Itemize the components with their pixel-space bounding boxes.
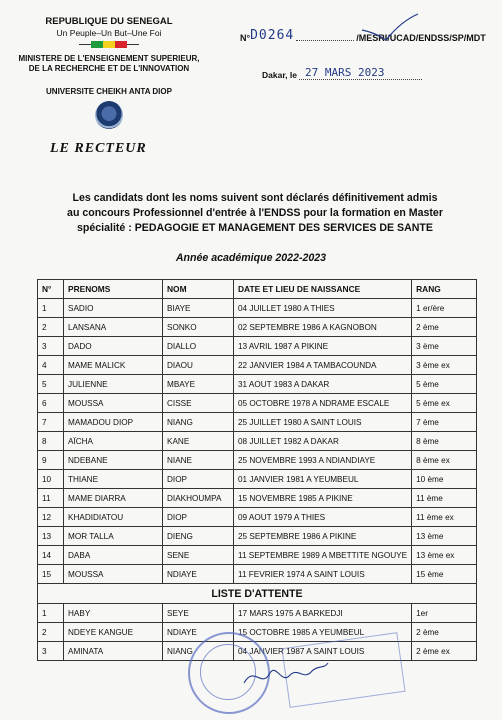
cell-prenoms: MOR TALLA [64,527,163,546]
cell-nom: MBAYE [163,375,234,394]
letterhead [14,16,204,129]
cell-nom: BIAYE [163,299,234,318]
table-row [38,565,477,584]
cell-birth: 25 JUILLET 1980 A SAINT LOUIS [234,413,412,432]
cell-number: 12 [38,508,64,527]
table-row [38,413,477,432]
handwritten-check-mark [360,12,420,42]
cell-prenoms: NDEBANE [64,451,163,470]
cell-number: 1 [38,604,64,623]
cell-nom: SEYE [163,604,234,623]
cell-prenoms: NDEYE KANGUE [64,623,163,642]
table-header-row [38,280,477,299]
cell-rang: 7 ème [412,413,477,432]
cell-nom: NDIAYE [163,565,234,584]
national-motto: Un Peuple–Un But–Une Foi [56,28,162,38]
table-row [38,508,477,527]
cell-number: 2 [38,623,64,642]
waitlist-row [38,623,477,642]
cell-rang: 13 ème ex [412,546,477,565]
cell-birth: 11 FEVRIER 1974 A SAINT LOUIS [234,565,412,584]
cell-birth: 09 AOUT 1979 A THIES [234,508,412,527]
table-row [38,451,477,470]
ministry-name: MINISTERE DE L'ENSEIGNEMENT SUPERIEUR, DE LA RECHERCHE ET DE L'INNOVATION [18,54,200,73]
cell-nom: NIANG [163,413,234,432]
reference-number: N° D0264 /MESRI/UCAD/ENDSS/SP/MDT [240,28,486,43]
cell-prenoms: AÏCHA [64,432,163,451]
cell-prenoms: KHADIDIATOU [64,508,163,527]
cell-nom: DIENG [163,527,234,546]
cell-nom: SENE [163,546,234,565]
cell-rang: 3 ème [412,337,477,356]
announcement-text: Les candidats dont les noms suivent sont déclarés définitivement admis au concours Professionnel d'entrée à l'ENDSS pour la formation en Master spécialité : PEDAGOGIE ET MANAGEMENT DES SERVICES DE SANTE [67,192,443,234]
cell-prenoms: DADO [64,337,163,356]
cell-prenoms: MAMADOU DIOP [64,413,163,432]
waitlist-title: LISTE D'ATTENTE [38,584,477,604]
handwritten-signature [240,655,330,695]
table-row [38,432,477,451]
table-row [38,394,477,413]
cell-rang: 1er [412,604,477,623]
cell-nom: DIAOU [163,356,234,375]
cell-number: 7 [38,413,64,432]
cell-number: 15 [38,565,64,584]
reference-handwritten: D0264 [250,28,295,43]
cell-birth: 04 JUILLET 1980 A THIES [234,299,412,318]
document-date: Dakar, le 27 MARS 2023 [262,66,422,80]
cell-rang: 15 ème [412,565,477,584]
cell-prenoms: LANSANA [64,318,163,337]
cell-rang: 3 ème ex [412,356,477,375]
cell-birth: 01 JANVIER 1981 A YEUMBEUL [234,470,412,489]
cell-number: 2 [38,318,64,337]
table-row [38,375,477,394]
cell-rang: 10 ème [412,470,477,489]
cell-number: 4 [38,356,64,375]
cell-nom: DIALLO [163,337,234,356]
reference-dots [296,40,354,41]
cell-nom: NDIAYE [163,623,234,642]
cell-birth: 05 OCTOBRE 1978 A NDRAME ESCALE [234,394,412,413]
cell-nom: NIANE [163,451,234,470]
cell-number: 3 [38,337,64,356]
cell-birth: 11 SEPTEMBRE 1989 A MBETTITE NGOUYE [234,546,412,565]
cell-number: 14 [38,546,64,565]
cell-rang: 11 ème [412,489,477,508]
table-row [38,299,477,318]
cell-nom: NIANG [163,642,234,661]
cell-birth: 25 NOVEMBRE 1993 A NDIANDIAYE [234,451,412,470]
cell-rang: 5 ème [412,375,477,394]
cell-birth: 22 JANVIER 1984 A TAMBACOUNDA [234,356,412,375]
cell-number: 3 [38,642,64,661]
waitlist-header-row [38,584,477,604]
cell-rang: 2 ème [412,623,477,642]
table-row [38,356,477,375]
cell-birth: 08 JUILLET 1982 A DAKAR [234,432,412,451]
cell-birth: 15 OCTOBRE 1985 A YEUMBEUL [234,623,412,642]
table-row [38,318,477,337]
header-rang: RANG [412,280,477,299]
cell-birth: 02 SEPTEMBRE 1986 A KAGNOBON [234,318,412,337]
table-row [38,337,477,356]
cell-number: 13 [38,527,64,546]
cell-prenoms: MAME DIARRA [64,489,163,508]
cell-nom: DIOP [163,508,234,527]
republic-title: REPUBLIQUE DU SENEGAL [45,16,173,27]
cell-rang: 13 ème [412,527,477,546]
cell-prenoms: MOUSSA [64,565,163,584]
cell-number: 1 [38,299,64,318]
waitlist-row [38,604,477,623]
header-birth: DATE ET LIEU DE NAISSANCE [234,280,412,299]
cell-birth: 17 MARS 1975 A BARKEDJI [234,604,412,623]
table-row [38,489,477,508]
header-number: N° [38,280,64,299]
cell-prenoms: THIANE [64,470,163,489]
cell-number: 6 [38,394,64,413]
date-stamp: 27 MARS 2023 [299,66,422,80]
table-row [38,527,477,546]
cell-birth: 13 AVRIL 1987 A PIKINE [234,337,412,356]
academic-year: Année académique 2022-2023 [175,252,327,264]
cell-rang: 1 er/ère [412,299,477,318]
cell-rang: 8 ème [412,432,477,451]
cell-number: 11 [38,489,64,508]
cell-nom: DIOP [163,470,234,489]
cell-prenoms: AMINATA [64,642,163,661]
header-prenoms: PRENOMS [64,280,163,299]
cell-birth: 31 AOUT 1983 A DAKAR [234,375,412,394]
cell-nom: DIAKHOUMPA [163,489,234,508]
cell-rang: 5 ème ex [412,394,477,413]
university-seal-icon [95,101,123,129]
cell-prenoms: SADIO [64,299,163,318]
cell-number: 5 [38,375,64,394]
cell-prenoms: JULIENNE [64,375,163,394]
recteur-title: LE RECTEUR [50,141,147,156]
cell-rang: 8 ème ex [412,451,477,470]
cell-rang: 2 ème ex [412,642,477,661]
university-name: UNIVERSITE CHEIKH ANTA DIOP [46,87,172,96]
cell-birth: 15 NOVEMBRE 1985 A PIKINE [234,489,412,508]
cell-nom: SONKO [163,318,234,337]
cell-number: 8 [38,432,64,451]
table-row [38,470,477,489]
cell-number: 9 [38,451,64,470]
cell-nom: KANE [163,432,234,451]
cell-prenoms: DABA [64,546,163,565]
cell-rang: 11 ème ex [412,508,477,527]
header-nom: NOM [163,280,234,299]
cell-birth: 04 JANVIER 1987 A SAINT LOUIS [234,642,412,661]
cell-prenoms: MAME MALICK [64,356,163,375]
admitted-candidates-table [37,279,477,661]
table-row [38,546,477,565]
cell-birth: 25 SEPTEMBRE 1986 A PIKINE [234,527,412,546]
cell-nom: CISSE [163,394,234,413]
cell-rang: 2 ème [412,318,477,337]
cell-number: 10 [38,470,64,489]
cell-prenoms: MOUSSA [64,394,163,413]
senegal-flag-icon [79,41,139,48]
cell-prenoms: HABY [64,604,163,623]
